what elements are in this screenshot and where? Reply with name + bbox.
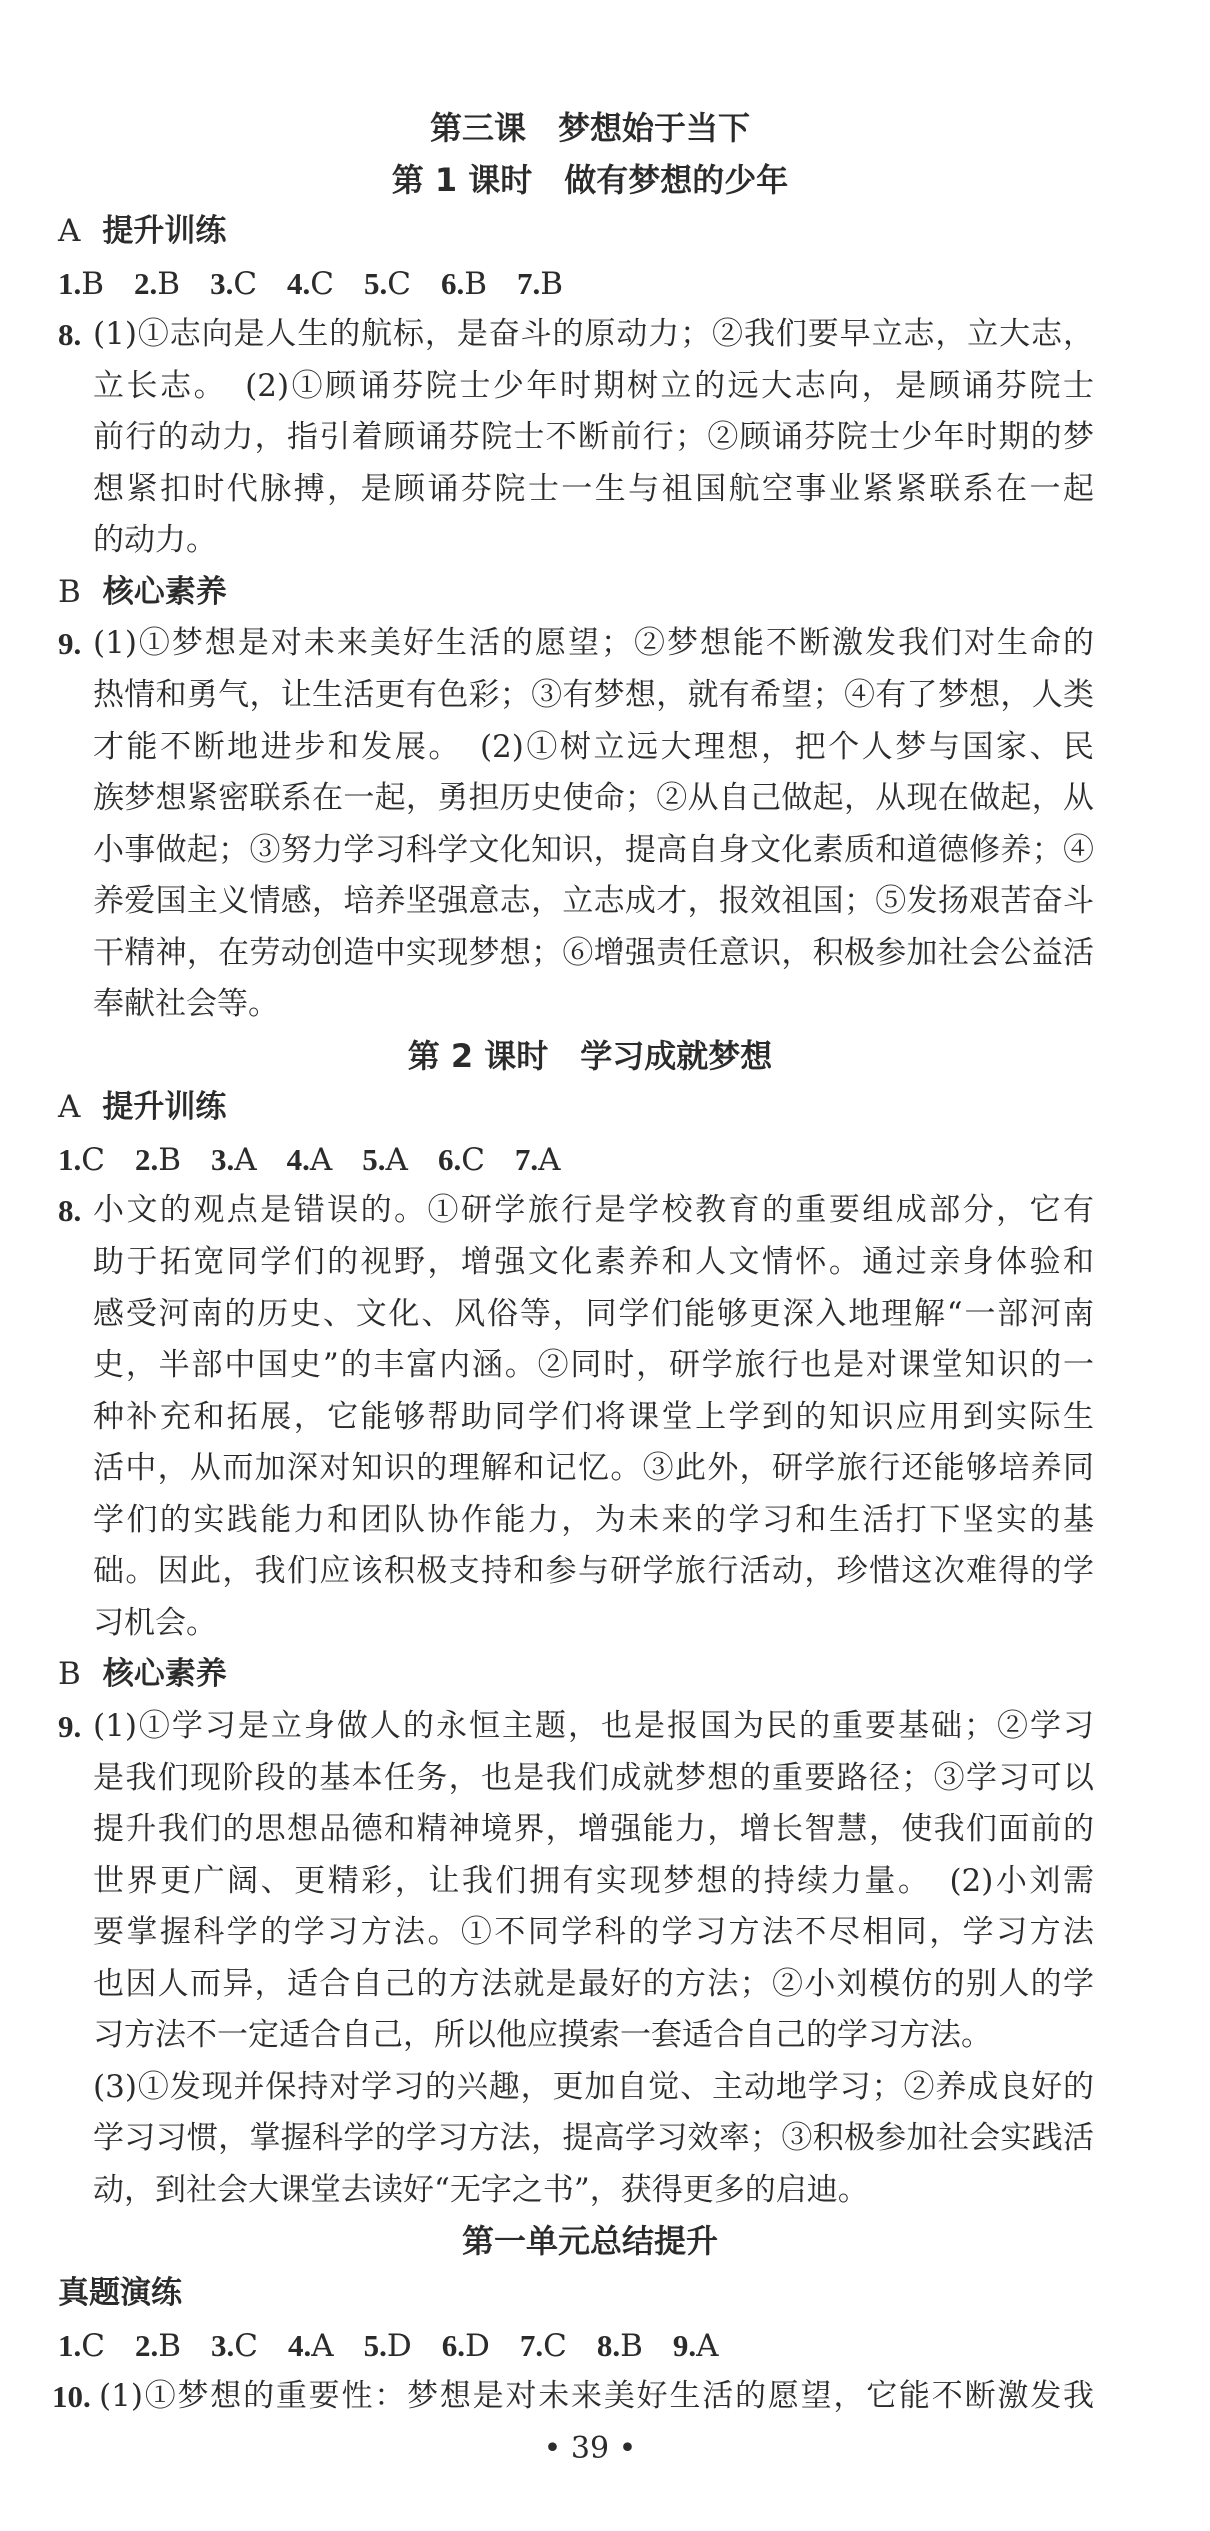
answer-text: (1)①志向是人生的航标，是奋斗的原动力；②我们要早立志，立大志， xyxy=(93,316,1094,353)
choice-answer xyxy=(211,2328,258,2364)
answer-letter: A xyxy=(234,1141,257,1178)
answer-text: 史，半部中国史”的丰富内涵。②同时，研学旅行也是对课堂知识的一 xyxy=(93,1347,1094,1384)
answer-letter: C xyxy=(461,1141,485,1178)
answer-line xyxy=(0,722,1210,774)
answer-text: 感受河南的历史、文化、风俗等，同学们能够更深入地理解“一部河南 xyxy=(93,1295,1094,1332)
choice-answer xyxy=(58,2328,105,2364)
answer-line xyxy=(0,773,1210,825)
question-number: 3. xyxy=(211,2327,235,2363)
choice-answers-row xyxy=(0,258,1210,310)
answer-letter: C xyxy=(543,2327,567,2364)
question-number: 1. xyxy=(58,265,82,301)
answer-line xyxy=(0,825,1210,877)
choice-answer xyxy=(58,1142,105,1178)
question-number: 4. xyxy=(287,265,311,301)
answer-letter: B xyxy=(620,2327,643,2364)
answer-text: 族梦想紧密联系在一起，勇担历史使命；②从自己做起，从现在做起，从 xyxy=(93,780,1094,817)
choice-answer xyxy=(210,266,257,302)
question-number: 4. xyxy=(286,1141,310,1177)
answer-text: 是我们现阶段的基本任务，也是我们成就梦想的重要路径；③学习可以 xyxy=(93,1759,1094,1796)
choice-answer xyxy=(362,1142,408,1178)
subsection-heading xyxy=(0,2268,1210,2320)
answer-text: (1)①梦想是对未来美好生活的愿望；②梦想能不断激发我们对生命的 xyxy=(93,625,1094,662)
answer-line xyxy=(0,928,1210,980)
answer-text: 助于拓宽同学们的视野，增强文化素养和人文情怀。通过亲身体验和 xyxy=(93,1244,1094,1281)
answer-line xyxy=(0,1753,1210,1805)
choice-answer xyxy=(515,1142,561,1178)
choice-answer xyxy=(364,266,411,302)
answer-letter: D xyxy=(386,2327,412,2364)
answer-text: (3)①发现并保持对学习的兴趣，更加自觉、主动地学习；②养成良好的 xyxy=(93,2068,1094,2105)
question-number: 6. xyxy=(437,1141,462,1177)
answer-text: 学们的实践能力和团队协作能力，为未来的学习和生活打下坚实的基 xyxy=(93,1501,1094,1538)
choice-answer xyxy=(58,266,104,302)
question-number: 7. xyxy=(514,1141,539,1177)
answer-text: 立长志。 (2)①顾诵芬院士少年时期树立的远大志向，是顾诵芬院士 xyxy=(93,367,1094,404)
answer-text: 也因人而异，适合自己的方法就是最好的方法；②小刘模仿的别人的学 xyxy=(93,1965,1094,2002)
question-number: 8. xyxy=(58,1193,82,1229)
answer-line xyxy=(0,1237,1210,1289)
section-title: 第一单元总结提升 xyxy=(461,2222,718,2261)
question-number: 4. xyxy=(288,2327,312,2363)
answer-text: 活中，从而加深对知识的理解和记忆。③此外，研学旅行还能够培养同 xyxy=(93,1450,1094,1487)
question-number: 1. xyxy=(58,1141,82,1177)
choice-answer xyxy=(364,2328,412,2364)
choice-answer xyxy=(442,2328,490,2364)
subsection-letter: A xyxy=(58,213,81,250)
subsection-label: 提升训练 xyxy=(102,213,227,250)
answer-line xyxy=(0,2062,1210,2114)
subsection-label: 核心素养 xyxy=(102,573,227,610)
answer-line xyxy=(0,361,1210,413)
answer-line xyxy=(0,1289,1210,1341)
answer-line xyxy=(0,309,1210,361)
answer-text: 习方法不一定适合自己，所以他应摸索一套适合自己的学习方法。 xyxy=(93,2017,992,2054)
choice-answer xyxy=(597,2328,643,2364)
subsection-heading xyxy=(0,1649,1210,1701)
answer-text: 前行的动力，指引着顾诵芬院士不断前行；②顾诵芬院士少年时期的梦 xyxy=(93,419,1094,456)
choice-answer xyxy=(135,2328,181,2364)
subsection-heading xyxy=(0,567,1210,619)
question-number: 9. xyxy=(58,626,82,662)
answer-text: 小事做起；③努力学习科学文化知识，提高自身文化素质和道德修养；④ xyxy=(93,831,1094,868)
choice-answer xyxy=(134,266,180,302)
answer-letter: A xyxy=(538,1141,561,1178)
subsection-letter: B xyxy=(58,573,81,610)
answer-text: 养爱国主义情感，培养坚强意志，立志成才，报效祖国；⑤发扬艰苦奋斗 xyxy=(93,883,1094,920)
answer-text: (1)①梦想的重要性：梦想是对未来美好生活的愿望，它能不断激发我 xyxy=(99,2378,1094,2415)
answer-line xyxy=(0,412,1210,464)
answer-line xyxy=(0,464,1210,516)
section-title: 第 2 课时 学习成就梦想 xyxy=(407,1036,773,1075)
answer-line xyxy=(0,1546,1210,1598)
answer-line xyxy=(0,2371,1210,2423)
answer-letter: B xyxy=(540,265,564,302)
question-number: 5. xyxy=(363,2327,387,2363)
answer-key-document xyxy=(0,103,1210,2423)
question-number: 8. xyxy=(58,317,82,353)
subsection-label: 真题演练 xyxy=(58,2274,182,2311)
answer-line xyxy=(0,1443,1210,1495)
choice-answer xyxy=(517,266,563,302)
question-number: 2. xyxy=(134,1141,159,1177)
question-number: 3. xyxy=(211,1141,235,1177)
answer-text: 种补充和拓展，它能够帮助同学们将课堂上学到的知识应用到实际生 xyxy=(93,1398,1094,1435)
question-number: 5. xyxy=(362,1141,386,1177)
answer-line xyxy=(0,1598,1210,1650)
question-number: 3. xyxy=(210,265,234,301)
answer-line xyxy=(0,979,1210,1031)
choice-answer xyxy=(288,2328,334,2364)
answer-letter: B xyxy=(158,1141,182,1178)
answer-text: 提升我们的思想品德和精神境界，增强能力，增长智慧，使我们面前的 xyxy=(93,1811,1094,1848)
answer-letter: B xyxy=(157,265,181,302)
answer-text: 想紧扣时代脉搏，是顾诵芬院士一生与祖国航空事业紧紧联系在一起 xyxy=(93,470,1094,507)
subsection-heading xyxy=(0,206,1210,258)
answer-letter: A xyxy=(309,1141,333,1178)
answer-letter: C xyxy=(310,265,335,302)
answer-text: 动，到社会大课堂去读好“无字之书”，获得更多的启迪。 xyxy=(93,2171,869,2208)
question-number: 2. xyxy=(134,265,158,301)
answer-line xyxy=(0,876,1210,928)
answer-text: 习机会。 xyxy=(93,1604,217,1641)
choice-answer xyxy=(438,1142,485,1178)
answer-text: 世界更广阔、更精彩，让我们拥有实现梦想的持续力量。 (2)小刘需 xyxy=(93,1862,1094,1899)
choice-answer xyxy=(135,1142,181,1178)
choice-answer xyxy=(520,2328,567,2364)
answer-text: 小文的观点是错误的。①研学旅行是学校教育的重要组成部分，它有 xyxy=(93,1192,1094,1229)
answer-letter: B xyxy=(464,265,488,302)
subsection-letter: A xyxy=(58,1089,81,1126)
answer-text: (1)①学习是立身做人的永恒主题，也是报国为民的重要基础；②学习 xyxy=(93,1707,1094,1744)
question-number: 9. xyxy=(58,1708,82,1744)
choice-answer xyxy=(287,1142,333,1178)
choice-answer xyxy=(673,2328,719,2364)
choice-answer xyxy=(287,266,334,302)
question-number: 8. xyxy=(596,2327,621,2363)
answer-letter: B xyxy=(81,265,105,302)
answer-letter: C xyxy=(81,1141,105,1178)
choice-answer xyxy=(211,1142,257,1178)
section-title: 第 1 课时 做有梦想的少年 xyxy=(391,160,789,199)
answer-letter: D xyxy=(465,2327,490,2364)
question-number: 6. xyxy=(441,265,465,301)
answer-line xyxy=(0,2010,1210,2062)
answer-letter: C xyxy=(234,2327,258,2364)
subsection-label: 提升训练 xyxy=(102,1089,227,1126)
subsection-heading xyxy=(0,1082,1210,1134)
question-number: 9. xyxy=(672,2327,697,2363)
choice-answers-row xyxy=(0,2320,1210,2372)
answer-line xyxy=(0,1856,1210,1908)
question-number: 7. xyxy=(519,2327,544,2363)
question-number: 6. xyxy=(441,2327,465,2363)
answer-text: 干精神，在劳动创造中实现梦想；⑥增强责任意识，积极参加社会公益活 xyxy=(93,934,1094,971)
answer-text: 础。因此，我们应该积极支持和参与研学旅行活动，珍惜这次难得的学 xyxy=(93,1553,1094,1590)
answer-line xyxy=(0,1701,1210,1753)
answer-line xyxy=(0,2113,1210,2165)
page-number: • 39 • xyxy=(543,2431,637,2466)
answer-line xyxy=(0,1340,1210,1392)
answer-line xyxy=(0,515,1210,567)
answer-line xyxy=(0,618,1210,670)
answer-letter: C xyxy=(233,265,258,302)
answer-text: 的动力。 xyxy=(93,522,217,559)
answer-letter: A xyxy=(385,1141,408,1178)
answer-line xyxy=(0,1907,1210,1959)
answer-letter: C xyxy=(81,2327,105,2364)
question-number: 5. xyxy=(364,265,388,301)
answer-line xyxy=(0,1392,1210,1444)
answer-line xyxy=(0,2165,1210,2217)
answer-text: 热情和勇气，让生活更有色彩；③有梦想，就有希望；④有了梦想，人类 xyxy=(93,677,1094,714)
answer-line xyxy=(0,1804,1210,1856)
answer-text: 奉献社会等。 xyxy=(93,986,279,1023)
answer-letter: B xyxy=(158,2327,182,2364)
answer-line xyxy=(0,1185,1210,1237)
section-title: 第三课 梦想始于当下 xyxy=(429,109,750,147)
answer-line xyxy=(0,670,1210,722)
answer-text: 学习习惯，掌握科学的学习方法，提高学习效率；③积极参加社会实践活 xyxy=(93,2120,1094,2157)
question-number: 1. xyxy=(58,2327,82,2363)
choice-answer xyxy=(441,266,487,302)
subsection-letter: B xyxy=(58,1656,81,1693)
question-number: 7. xyxy=(517,265,541,301)
answer-letter: A xyxy=(696,2327,719,2364)
question-number: 2. xyxy=(134,2327,159,2363)
subsection-label: 核心素养 xyxy=(102,1656,227,1693)
answer-line xyxy=(0,1495,1210,1547)
answer-text: 要掌握科学的学习方法。①不同学科的学习方法不尽相同，学习方法 xyxy=(93,1914,1094,1951)
answer-text: 才能不断地进步和发展。 (2)①树立远大理想，把个人梦与国家、民 xyxy=(93,728,1094,765)
answer-line xyxy=(0,1959,1210,2011)
answer-letter: C xyxy=(387,265,412,302)
answer-letter: A xyxy=(311,2327,334,2364)
question-number: 10. xyxy=(52,2379,91,2415)
choice-answers-row xyxy=(0,1134,1210,1186)
